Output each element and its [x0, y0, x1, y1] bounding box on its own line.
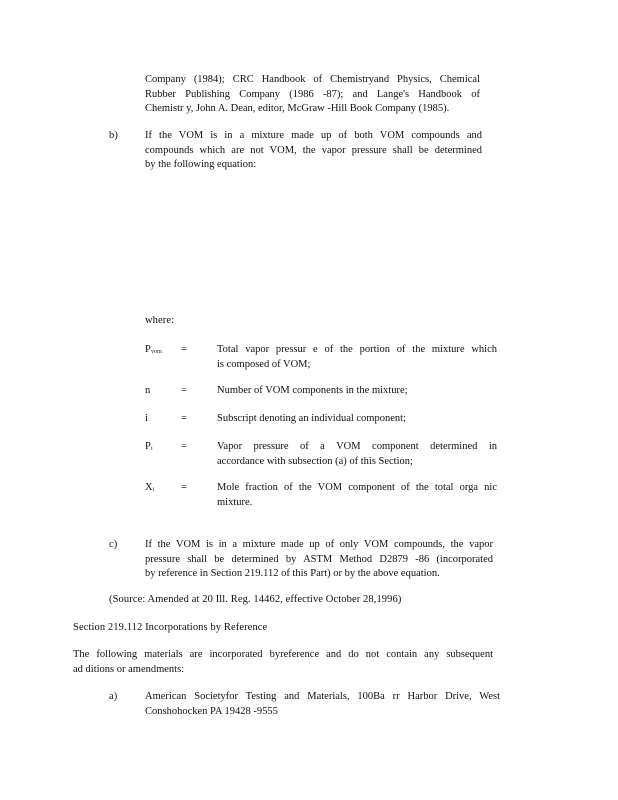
intro-line: ad ditions or amendments:	[73, 663, 185, 675]
definition-symbol	[145, 481, 154, 498]
definition-line: Total vapor pressur e of the portion of the mixture which	[217, 344, 497, 355]
item-a-line: American Societyfor Testing and Materials, 100Ba rr Harbor Drive, West	[145, 691, 500, 702]
definition-symbol	[145, 384, 150, 401]
para-a-line: Rubber Publishing Company (1986 -87); and Lange's Handbook of	[145, 88, 480, 100]
symbol-text: P	[145, 441, 151, 452]
para-b-line: by the following equation:	[145, 159, 257, 170]
definition-text	[217, 481, 497, 510]
para-c	[145, 538, 493, 582]
symbol-text: P	[145, 344, 151, 355]
definition-line: Subscript denoting an individual component;	[217, 413, 406, 424]
definition-text	[217, 440, 497, 469]
definition-text	[217, 412, 497, 427]
item-a-line: Conshohocken PA 19428 -9555	[145, 705, 278, 717]
definition-line: Vapor pressure of a VOM component determined in	[217, 441, 497, 452]
intro-line: The following materials are incorporated byreference and do not contain any subsequent	[73, 649, 493, 660]
para-c-line: pressure shall be determined by ASTM Method D2879 -86 (incorporated	[145, 553, 493, 565]
definition-line: mixture.	[217, 496, 253, 508]
definition-equals: =	[181, 344, 188, 355]
definition-symbol	[145, 412, 148, 429]
definition-line: is composed of VOM;	[217, 358, 311, 370]
symbol-subscript: vom	[150, 349, 162, 355]
para-a-line: Company (1984); CRC Handbook of Chemistryand Physics, Chemical	[145, 74, 480, 85]
definition-symbol	[145, 343, 162, 360]
definition-equals: =	[181, 441, 188, 452]
symbol-text: n	[145, 385, 151, 396]
definition-equals: =	[181, 385, 188, 396]
para-c-line: If the VOM is in a mixture made up of only VOM compounds, the vapor	[145, 539, 493, 550]
symbol-subscript: i	[150, 446, 153, 452]
definition-line: accordance with subsection (a) of this Section;	[217, 455, 413, 467]
definition-symbol	[145, 440, 153, 457]
equation-area	[145, 180, 482, 305]
definition-equals: =	[181, 482, 188, 493]
where-label: where:	[145, 315, 175, 326]
symbol-text: i	[145, 413, 149, 424]
para-a-continuation	[145, 73, 480, 117]
para-a-line: Chemistr y, John A. Dean, editor, McGraw -Hill Book Company (1985).	[145, 103, 450, 114]
symbol-text: X	[145, 482, 153, 493]
definition-text	[217, 384, 497, 399]
section-heading: Section 219.112 Incorporations by Reference	[73, 622, 268, 633]
para-b-line: compounds which are not VOM, the vapor pressure shall be determined	[145, 144, 482, 156]
para-c-label: c)	[109, 539, 118, 550]
intro-paragraph	[73, 648, 493, 677]
definition-text	[217, 343, 497, 372]
para-b-label: b)	[109, 130, 118, 141]
para-b-line: If the VOM is in a mixture made up of both VOM compounds and	[145, 130, 482, 141]
para-c-line: by reference in Section 219.112 of this Part) or by the above equation.	[145, 568, 440, 579]
para-b	[145, 129, 482, 173]
source-note: (Source: Amended at 20 Ill. Reg. 14462, effective October 28,1996)	[109, 594, 402, 605]
definition-equals: =	[181, 413, 188, 424]
item-a	[145, 690, 500, 719]
symbol-subscript: i	[152, 487, 155, 493]
definition-line: Mole fraction of the VOM component of the total orga nic	[217, 482, 497, 493]
definition-line: Number of VOM components in the mixture;	[217, 385, 408, 396]
item-a-label: a)	[109, 691, 118, 702]
